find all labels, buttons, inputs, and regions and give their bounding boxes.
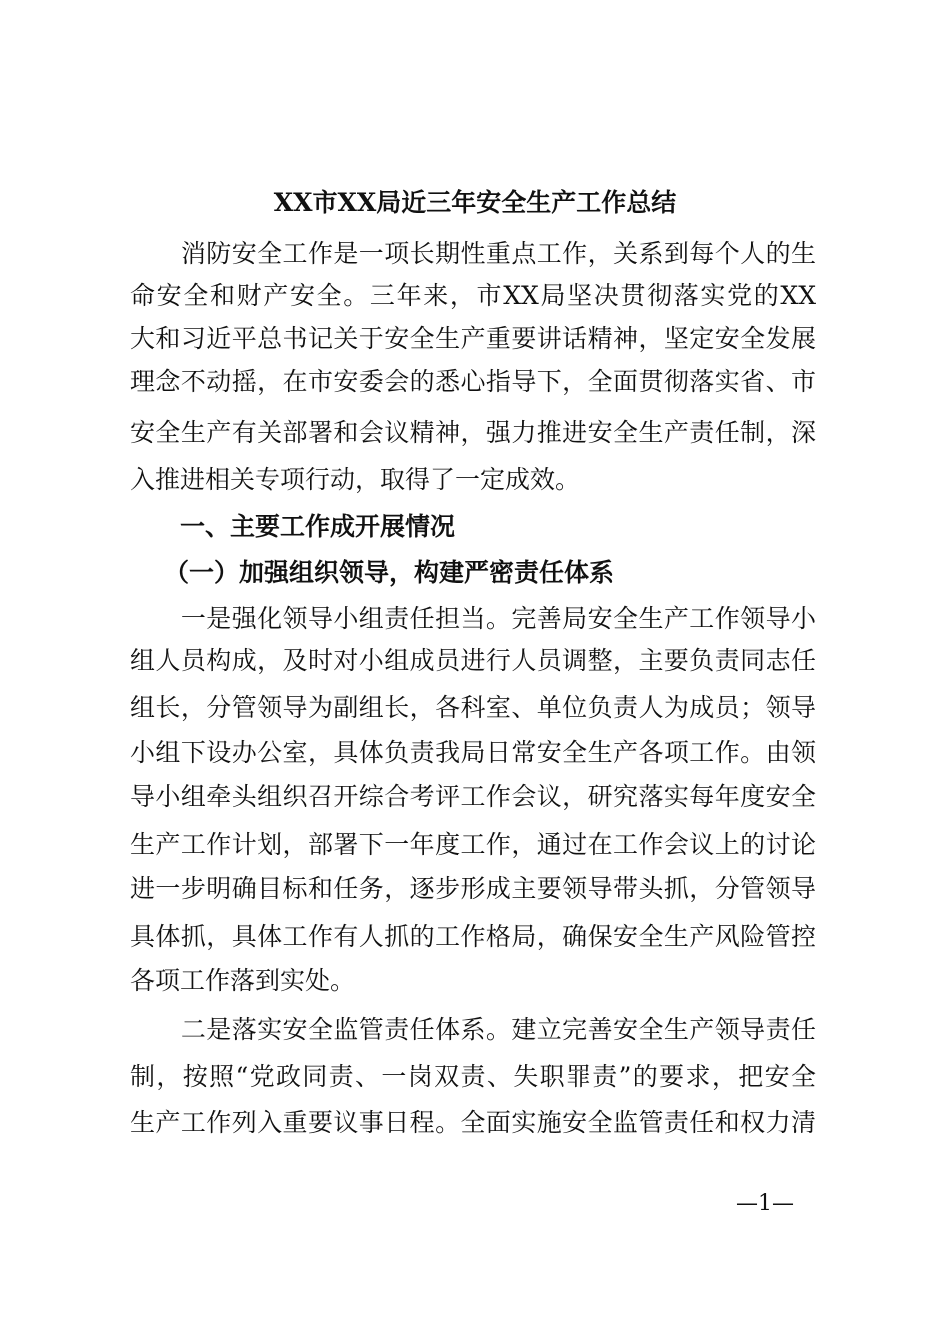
document-title: XX市XX局近三年安全生产工作总结: [273, 188, 677, 217]
paragraph-line: 小组下设办公室，具体负责我局日常安全生产各项工作。由领: [130, 738, 816, 767]
intro-line: 大和习近平总书记关于安全生产重要讲话精神，坚定安全发展: [130, 324, 816, 353]
paragraph-line: 各项工作落到实处。: [130, 966, 356, 995]
paragraph-line: 二是落实安全监管责任体系。建立完善安全生产领导责任: [130, 1015, 816, 1044]
paragraph-line: 生产工作列入重要议事日程。全面实施安全监管责任和权力清: [130, 1108, 816, 1137]
paragraph-line: 生产工作计划，部署下一年度工作，通过在工作会议上的讨论: [130, 830, 816, 859]
intro-line: 安全生产有关部署和会议精神，强力推进安全生产责任制，深: [130, 418, 816, 447]
intro-line: 消防安全工作是一项长期性重点工作，关系到每个人的生: [130, 239, 816, 268]
paragraph-line: 进一步明确目标和任务，逐步形成主要领导带头抓，分管领导: [130, 874, 816, 903]
subsection-heading-1: （一）加强组织领导，构建严密责任体系: [164, 558, 615, 587]
page-number: —1—: [736, 1191, 794, 1216]
section-heading-1: 一、主要工作成开展情况: [180, 512, 456, 541]
paragraph-line: 组人员构成，及时对小组成员进行人员调整，主要负责同志任: [130, 646, 816, 675]
intro-line: 理念不动摇，在市安委会的悉心指导下，全面贯彻落实省、市: [130, 367, 816, 396]
intro-line: 命安全和财产安全。三年来，市XX局坚决贯彻落实党的XX: [130, 281, 816, 310]
paragraph-line: 一是强化领导小组责任担当。完善局安全生产工作领导小: [130, 604, 816, 633]
paragraph-line: 具体抓，具体工作有人抓的工作格局，确保安全生产风险管控: [130, 922, 816, 951]
paragraph-line: 制，按照“党政同责、一岗双责、失职罪责”的要求，把安全: [130, 1062, 816, 1091]
paragraph-line: 导小组牵头组织召开综合考评工作会议，研究落实每年度安全: [130, 782, 816, 811]
paragraph-line: 组长，分管领导为副组长，各科室、单位负责人为成员；领导: [130, 693, 816, 722]
intro-line: 入推进相关专项行动，取得了一定成效。: [130, 465, 581, 494]
